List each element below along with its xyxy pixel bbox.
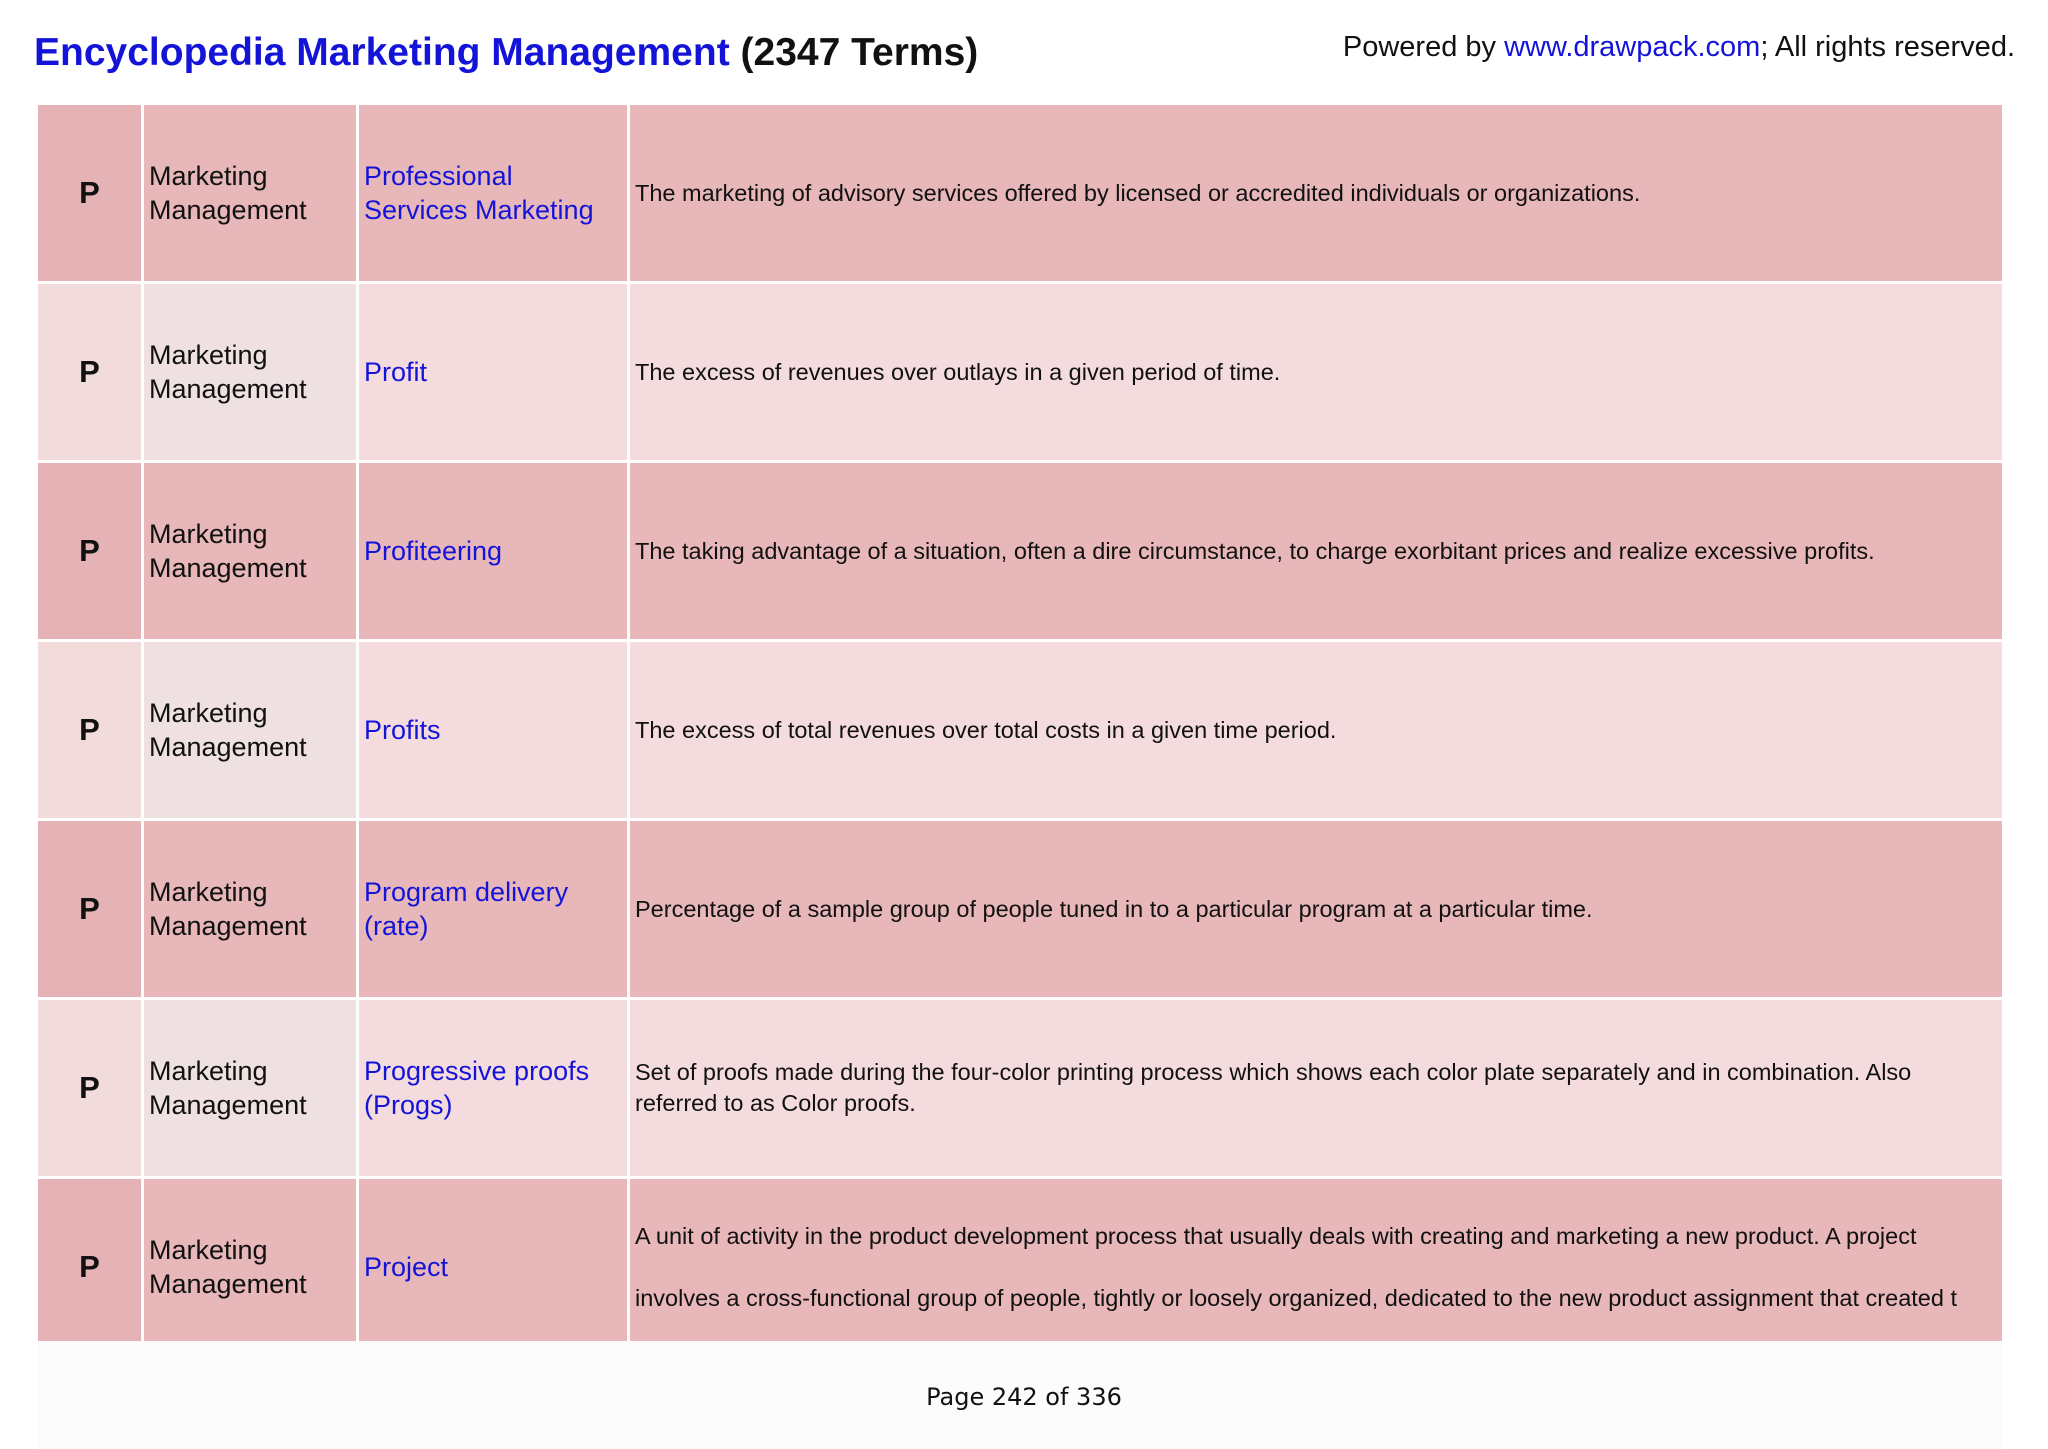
category-cell: Marketing Management — [144, 1000, 359, 1176]
definition-cell: Set of proofs made during the four-color printing process which shows each color plate separately and in combination. Also referred to as Color proofs. — [630, 1000, 2002, 1176]
term-link[interactable]: Profit — [359, 284, 630, 460]
term-count: (2347 Terms) — [740, 31, 979, 74]
table-row — [38, 463, 2002, 639]
definition-line: involves a cross-functional group of people, tightly or loosely organized, dedicated to the new product assignment that created t — [635, 1284, 1958, 1311]
terms-table — [38, 105, 2002, 1341]
letter-cell: P — [38, 821, 144, 997]
table-row — [38, 1179, 2002, 1355]
table-row — [38, 821, 2002, 997]
term-link[interactable]: Progressive proofs (Progs) — [359, 1000, 630, 1176]
letter-cell: P — [38, 105, 144, 281]
definition-cell: The excess of total revenues over total costs in a given time period. — [630, 642, 2002, 818]
table-row — [38, 1000, 2002, 1176]
category-cell: Marketing Management — [144, 821, 359, 997]
powered-prefix: Powered by — [1342, 31, 1505, 63]
title-link[interactable]: Encyclopedia Marketing Management — [34, 31, 730, 74]
category-cell: Marketing Management — [144, 105, 359, 281]
definition-cell: The taking advantage of a situation, often a dire circumstance, to charge exorbitant prices and realize excessive profits. — [630, 463, 2002, 639]
definition-cell: The marketing of advisory services offered by licensed or accredited individuals or organizations. — [630, 105, 2002, 281]
letter-cell: P — [38, 1179, 144, 1355]
letter-cell: P — [38, 642, 144, 818]
term-link[interactable]: Project — [359, 1179, 630, 1355]
category-cell: Marketing Management — [144, 1179, 359, 1355]
term-link[interactable]: Professional Services Marketing — [359, 105, 630, 281]
drawpack-link[interactable]: www.drawpack.com — [1504, 31, 1761, 63]
table-row — [38, 642, 2002, 818]
term-link[interactable]: Profiteering — [359, 463, 630, 639]
definition-line: A unit of activity in the product development process that usually deals with creating and marketing a new product. A project — [635, 1222, 1917, 1249]
page-number: Page 242 of 336 — [926, 1383, 1122, 1411]
term-link[interactable]: Profits — [359, 642, 630, 818]
rights-notice: ; All rights reserved. — [1760, 31, 2015, 63]
table-row — [38, 105, 2002, 281]
letter-cell: P — [38, 463, 144, 639]
category-cell: Marketing Management — [144, 463, 359, 639]
letter-cell: P — [38, 1000, 144, 1176]
document-title — [34, 28, 978, 78]
table-row — [38, 284, 2002, 460]
letter-cell: P — [38, 284, 144, 460]
powered-by-notice — [1343, 27, 2015, 67]
category-cell: Marketing Management — [144, 284, 359, 460]
definition-cell: Percentage of a sample group of people tuned in to a particular program at a particular time. — [630, 821, 2002, 997]
category-cell: Marketing Management — [144, 642, 359, 818]
definition-cell: The excess of revenues over outlays in a given period of time. — [630, 284, 2002, 460]
term-link[interactable]: Program delivery (rate) — [359, 821, 630, 997]
definition-cell — [630, 1179, 2002, 1355]
